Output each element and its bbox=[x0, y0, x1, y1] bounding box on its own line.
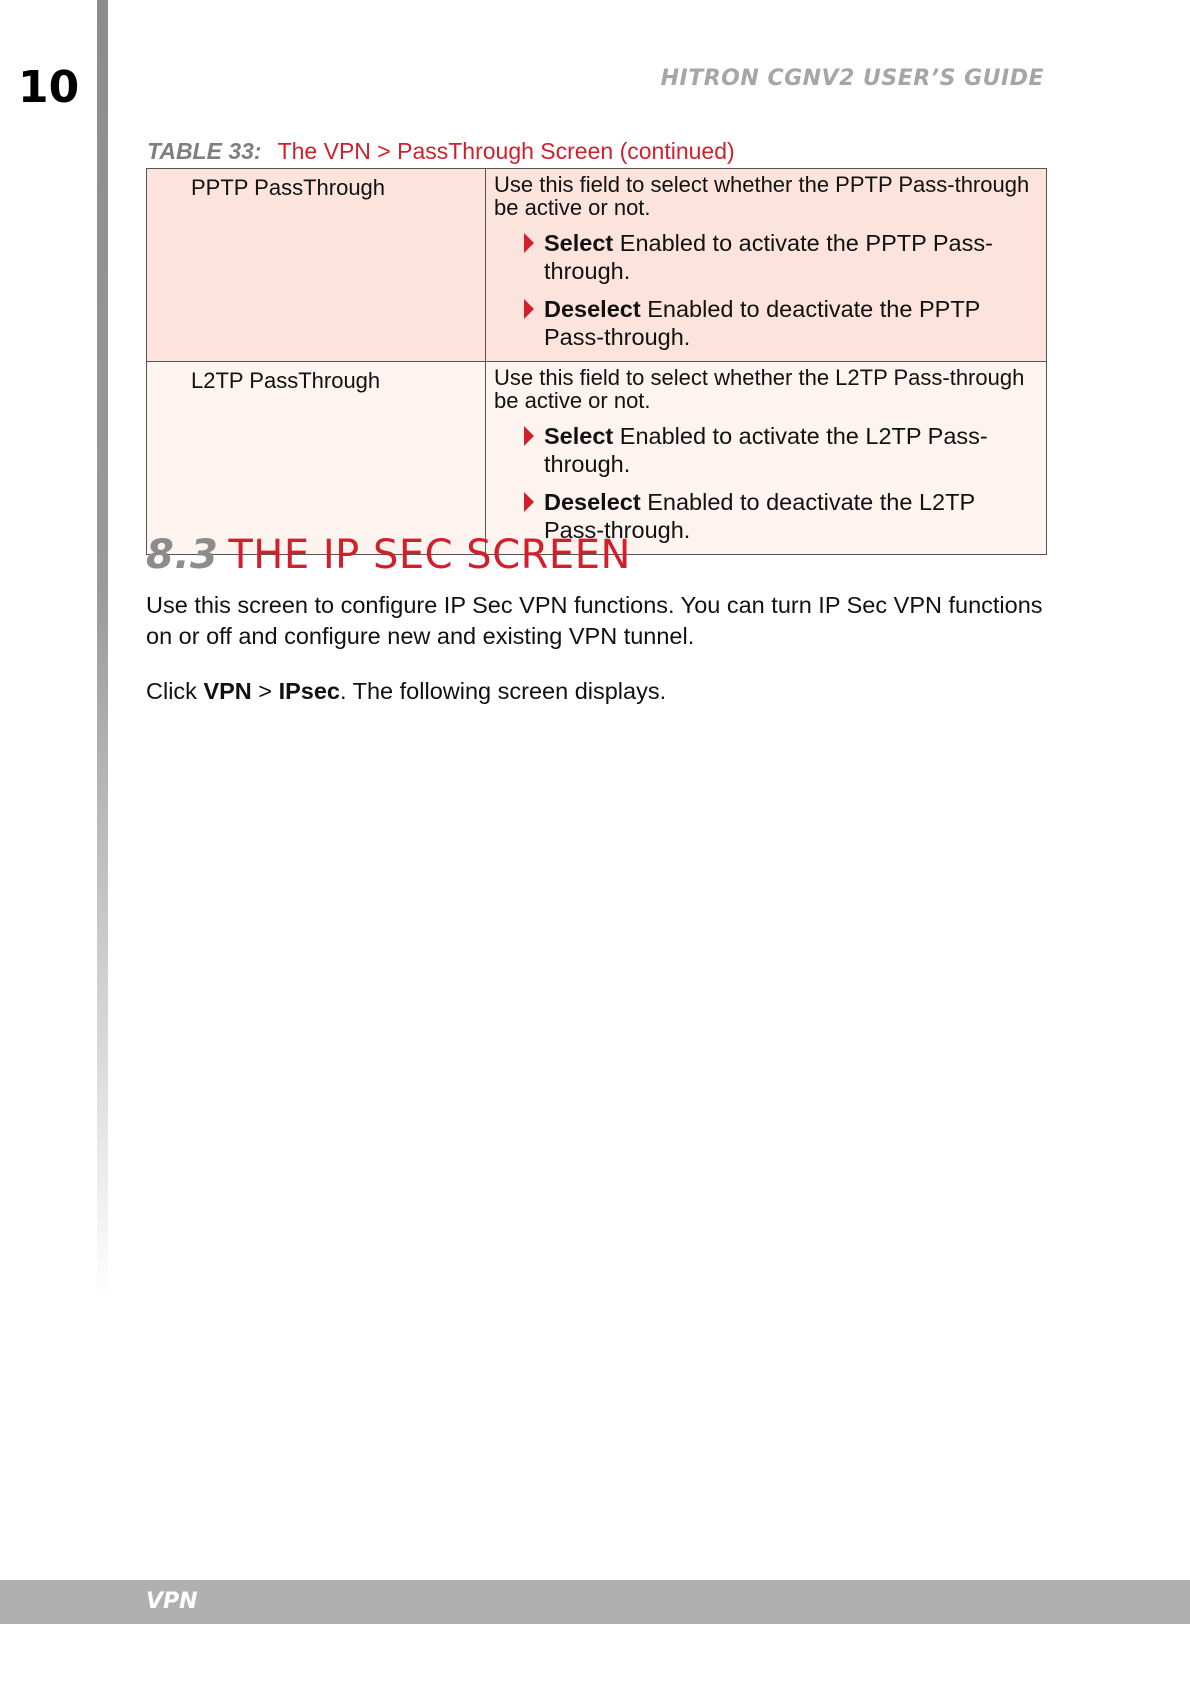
running-header-title: HITRON CGNV2 USER’S GUIDE bbox=[660, 66, 1044, 91]
bullet-text: Enabled to activate the L2TP Pass-through. bbox=[544, 423, 988, 477]
bullet-item bbox=[494, 229, 1038, 285]
bullet-keyword: Select bbox=[544, 230, 614, 256]
vpn-passthrough-table bbox=[146, 168, 1047, 555]
page-number: 10 bbox=[18, 62, 80, 113]
footer-chapter-label: VPN bbox=[146, 1589, 198, 1614]
bullet-arrow-icon bbox=[524, 492, 534, 512]
menu-path-ipsec: IPsec bbox=[278, 678, 340, 704]
section-title: THE IP SEC SCREEN bbox=[228, 532, 631, 578]
side-margin-bar bbox=[97, 0, 108, 1300]
table-caption bbox=[147, 138, 735, 165]
section-number: 8.3 bbox=[146, 532, 219, 578]
table-row bbox=[147, 362, 1047, 555]
menu-path-separator: > bbox=[251, 678, 279, 704]
table-cell-description bbox=[486, 169, 1047, 362]
bullet-text: Enabled to deactivate the L2TP Pass-through. bbox=[544, 489, 975, 543]
bullet-item bbox=[494, 295, 1038, 351]
bullet-text: Enabled to activate the PPTP Pass-through. bbox=[544, 230, 993, 284]
bullet-keyword: Select bbox=[544, 423, 614, 449]
bullet-item bbox=[494, 422, 1038, 478]
bullet-keyword: Deselect bbox=[544, 489, 641, 515]
description-intro: Use this field to select whether the L2TP Pass-through be active or not. bbox=[494, 365, 1025, 413]
click-instruction bbox=[146, 676, 1046, 707]
table-caption-label: TABLE 33: bbox=[147, 138, 262, 164]
bullet-keyword: Deselect bbox=[544, 296, 641, 322]
table-cell-field: L2TP PassThrough bbox=[147, 362, 486, 555]
description-intro: Use this field to select whether the PPTP Pass-through be active or not. bbox=[494, 172, 1030, 220]
table-row bbox=[147, 169, 1047, 362]
bullet-arrow-icon bbox=[524, 426, 534, 446]
table-cell-field: PPTP PassThrough bbox=[147, 169, 486, 362]
click-prefix: Click bbox=[146, 678, 204, 704]
section-heading bbox=[146, 532, 631, 578]
table-cell-description bbox=[486, 362, 1047, 555]
bullet-text: Enabled to deactivate the PPTP Pass-through. bbox=[544, 296, 980, 350]
table-caption-title: The VPN > PassThrough Screen (continued) bbox=[277, 138, 735, 164]
menu-path-vpn: VPN bbox=[203, 678, 252, 704]
section-intro-paragraph: Use this screen to configure IP Sec VPN functions. You can turn IP Sec VPN functions on or off and configure new and existing VPN tunnel. bbox=[146, 592, 1043, 649]
bullet-arrow-icon bbox=[524, 233, 534, 253]
click-suffix: . The following screen displays. bbox=[340, 678, 667, 704]
bullet-arrow-icon bbox=[524, 299, 534, 319]
